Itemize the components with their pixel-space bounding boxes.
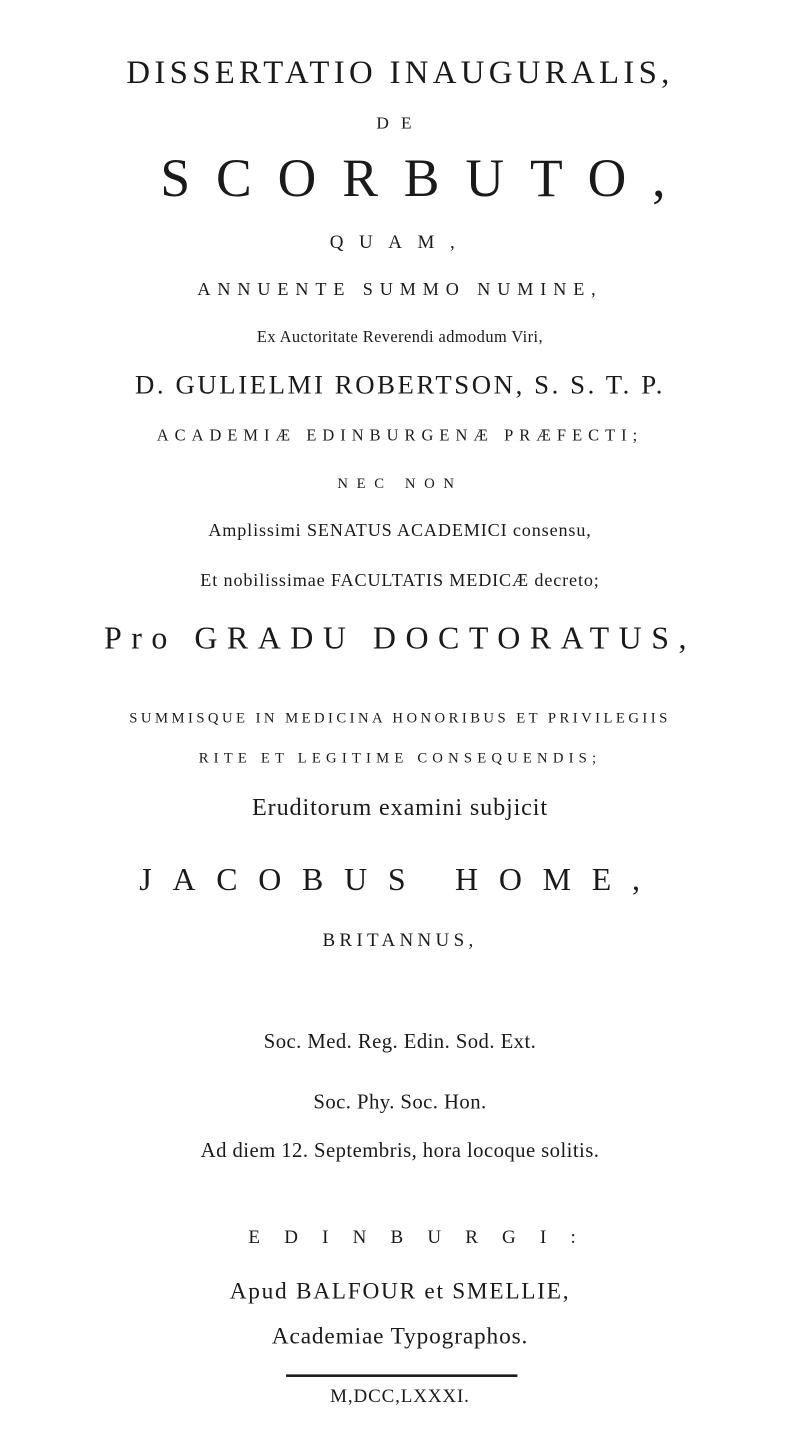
imprint-place: EDINBURGI: [248, 1225, 600, 1248]
author-nationality: BRITANNUS, [322, 928, 478, 951]
facultatis-line: Et nobilissimae FACULTATIS MEDICÆ decreto; [200, 569, 600, 591]
imprint-printers: Apud BALFOUR et SMELLIE, [229, 1277, 571, 1304]
robertson-name: D. GULIELMI ROBERTSON, S. S. T. P. [134, 369, 666, 400]
imprint-typographos: Academiae Typographos. [271, 1322, 529, 1349]
imprint-year: M,DCC,LXXXI. [330, 1384, 470, 1407]
annuente-line: ANNUENTE SUMMO NUMINE, [197, 278, 603, 300]
dissertation-heading: DISSERTATIO INAUGURALIS, [126, 54, 674, 91]
senatus-line: Amplissimi SENATUS ACADEMICI consensu, [208, 519, 592, 541]
society-line-2: Soc. Phy. Soc. Hon. [313, 1091, 487, 1114]
date-line: Ad diem 12. Septembris, hora locoque solitis. [200, 1139, 600, 1163]
preposition-de: DE [376, 113, 424, 133]
subject-title: SCORBUTO, [160, 149, 692, 209]
quam-line: QUAM, [329, 230, 471, 253]
consequendis-line: RITE ET LEGITIME CONSEQUENDIS; [198, 749, 602, 766]
imprint-rule [286, 1374, 517, 1377]
title-page-content [55, 0, 746, 1433]
academiae-line: ACADEMIÆ EDINBURGENÆ PRÆFECTI; [156, 426, 644, 445]
auctoritate-line: Ex Auctoritate Reverendi admodum Viri, [256, 328, 544, 347]
nec-non-line: NEC NON [337, 474, 463, 492]
society-line-1: Soc. Med. Reg. Edin. Sod. Ext. [263, 1030, 537, 1054]
honoribus-line: SUMMISQUE IN MEDICINA HONORIBUS ET PRIVILEGIIS [129, 709, 671, 727]
eruditorum-line: Eruditorum examini subjicit [252, 794, 548, 821]
author-name: JACOBUS HOME, [139, 862, 661, 898]
gradu-line: Pro GRADU DOCTORATUS, [104, 620, 696, 657]
